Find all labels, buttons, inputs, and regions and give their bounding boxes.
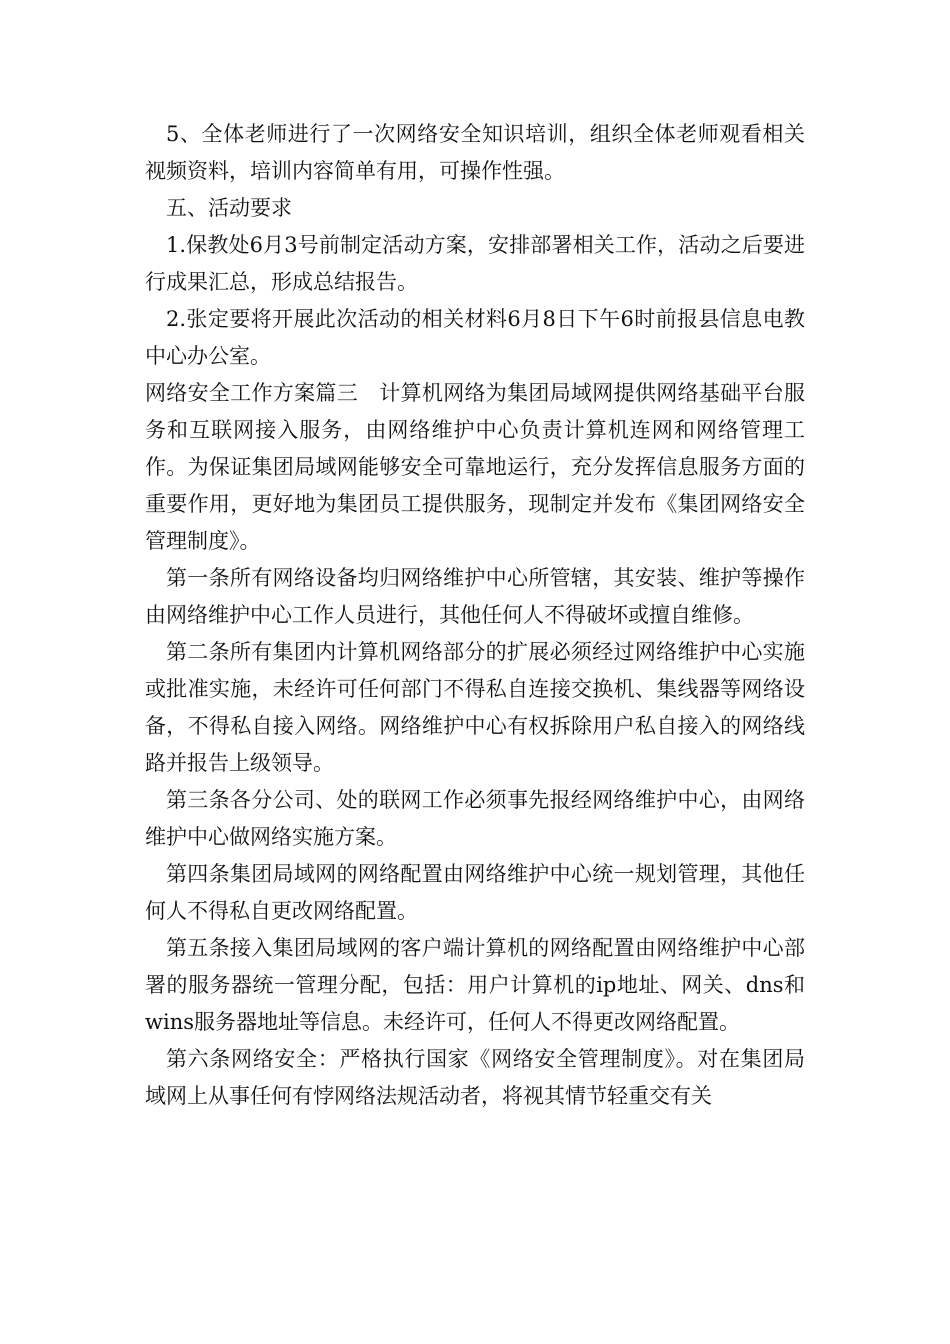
- paragraph-article-3: 第三条各分公司、处的联网工作必须事先报经网络维护中心，由网络维护中心做网络实施方案。: [145, 788, 805, 849]
- section-heading-requirements: 五、活动要求: [166, 196, 292, 220]
- paragraph-article-2: 第二条所有集团内计算机网络部分的扩展必须经过网络维护中心实施或批准实施，未经许可任何部门不得私自连接交换机、集线器等网络设备，不得私自接入网络。网络维护中心有权拆除用户私自接入的网络线路并报告上级领导。: [145, 640, 805, 775]
- paragraph-article-1: 第一条所有网络设备均归网络维护中心所管辖，其安装、维护等操作由网络维护中心工作人员进行，其他任何人不得破坏或擅自维修。: [145, 566, 805, 627]
- paragraph-requirement-2: 2.张定要将开展此次活动的相关材料6月8日下午6时前报县信息电教中心办公室。: [145, 307, 805, 368]
- paragraph-article-6: 第六条网络安全：严格执行国家《网络安全管理制度》。对在集团局域网上从事任何有悖网络法规活动者，将视其情节轻重交有关: [145, 1047, 805, 1108]
- paragraph-plan-three-intro: 网络安全工作方案篇三 计算机网络为集团局域网提供网络基础平台服务和互联网接入服务，由网络维护中心负责计算机连网和网络管理工作。为保证集团局域网能够安全可靠地运行，充分发挥信息服务方面的重要作用，更好地为集团员工提供服务，现制定并发布《集团网络安全管理制度》。: [145, 381, 805, 553]
- paragraph-requirement-1: 1.保教处6月3号前制定活动方案，安排部署相关工作，活动之后要进行成果汇总，形成总结报告。: [145, 233, 805, 294]
- document-page: [145, 116, 805, 1115]
- paragraph-training: 5、全体老师进行了一次网络安全知识培训，组织全体老师观看相关视频资料，培训内容简单有用，可操作性强。: [145, 122, 805, 183]
- paragraph-article-4: 第四条集团局域网的网络配置由网络维护中心统一规划管理，其他任何人不得私自更改网络配置。: [145, 862, 805, 923]
- paragraph-article-5: 第五条接入集团局域网的客户端计算机的网络配置由网络维护中心部署的服务器统一管理分配，包括：用户计算机的ip地址、网关、dns和wins服务器地址等信息。未经许可，任何人不得更改网络配置。: [145, 936, 805, 1034]
